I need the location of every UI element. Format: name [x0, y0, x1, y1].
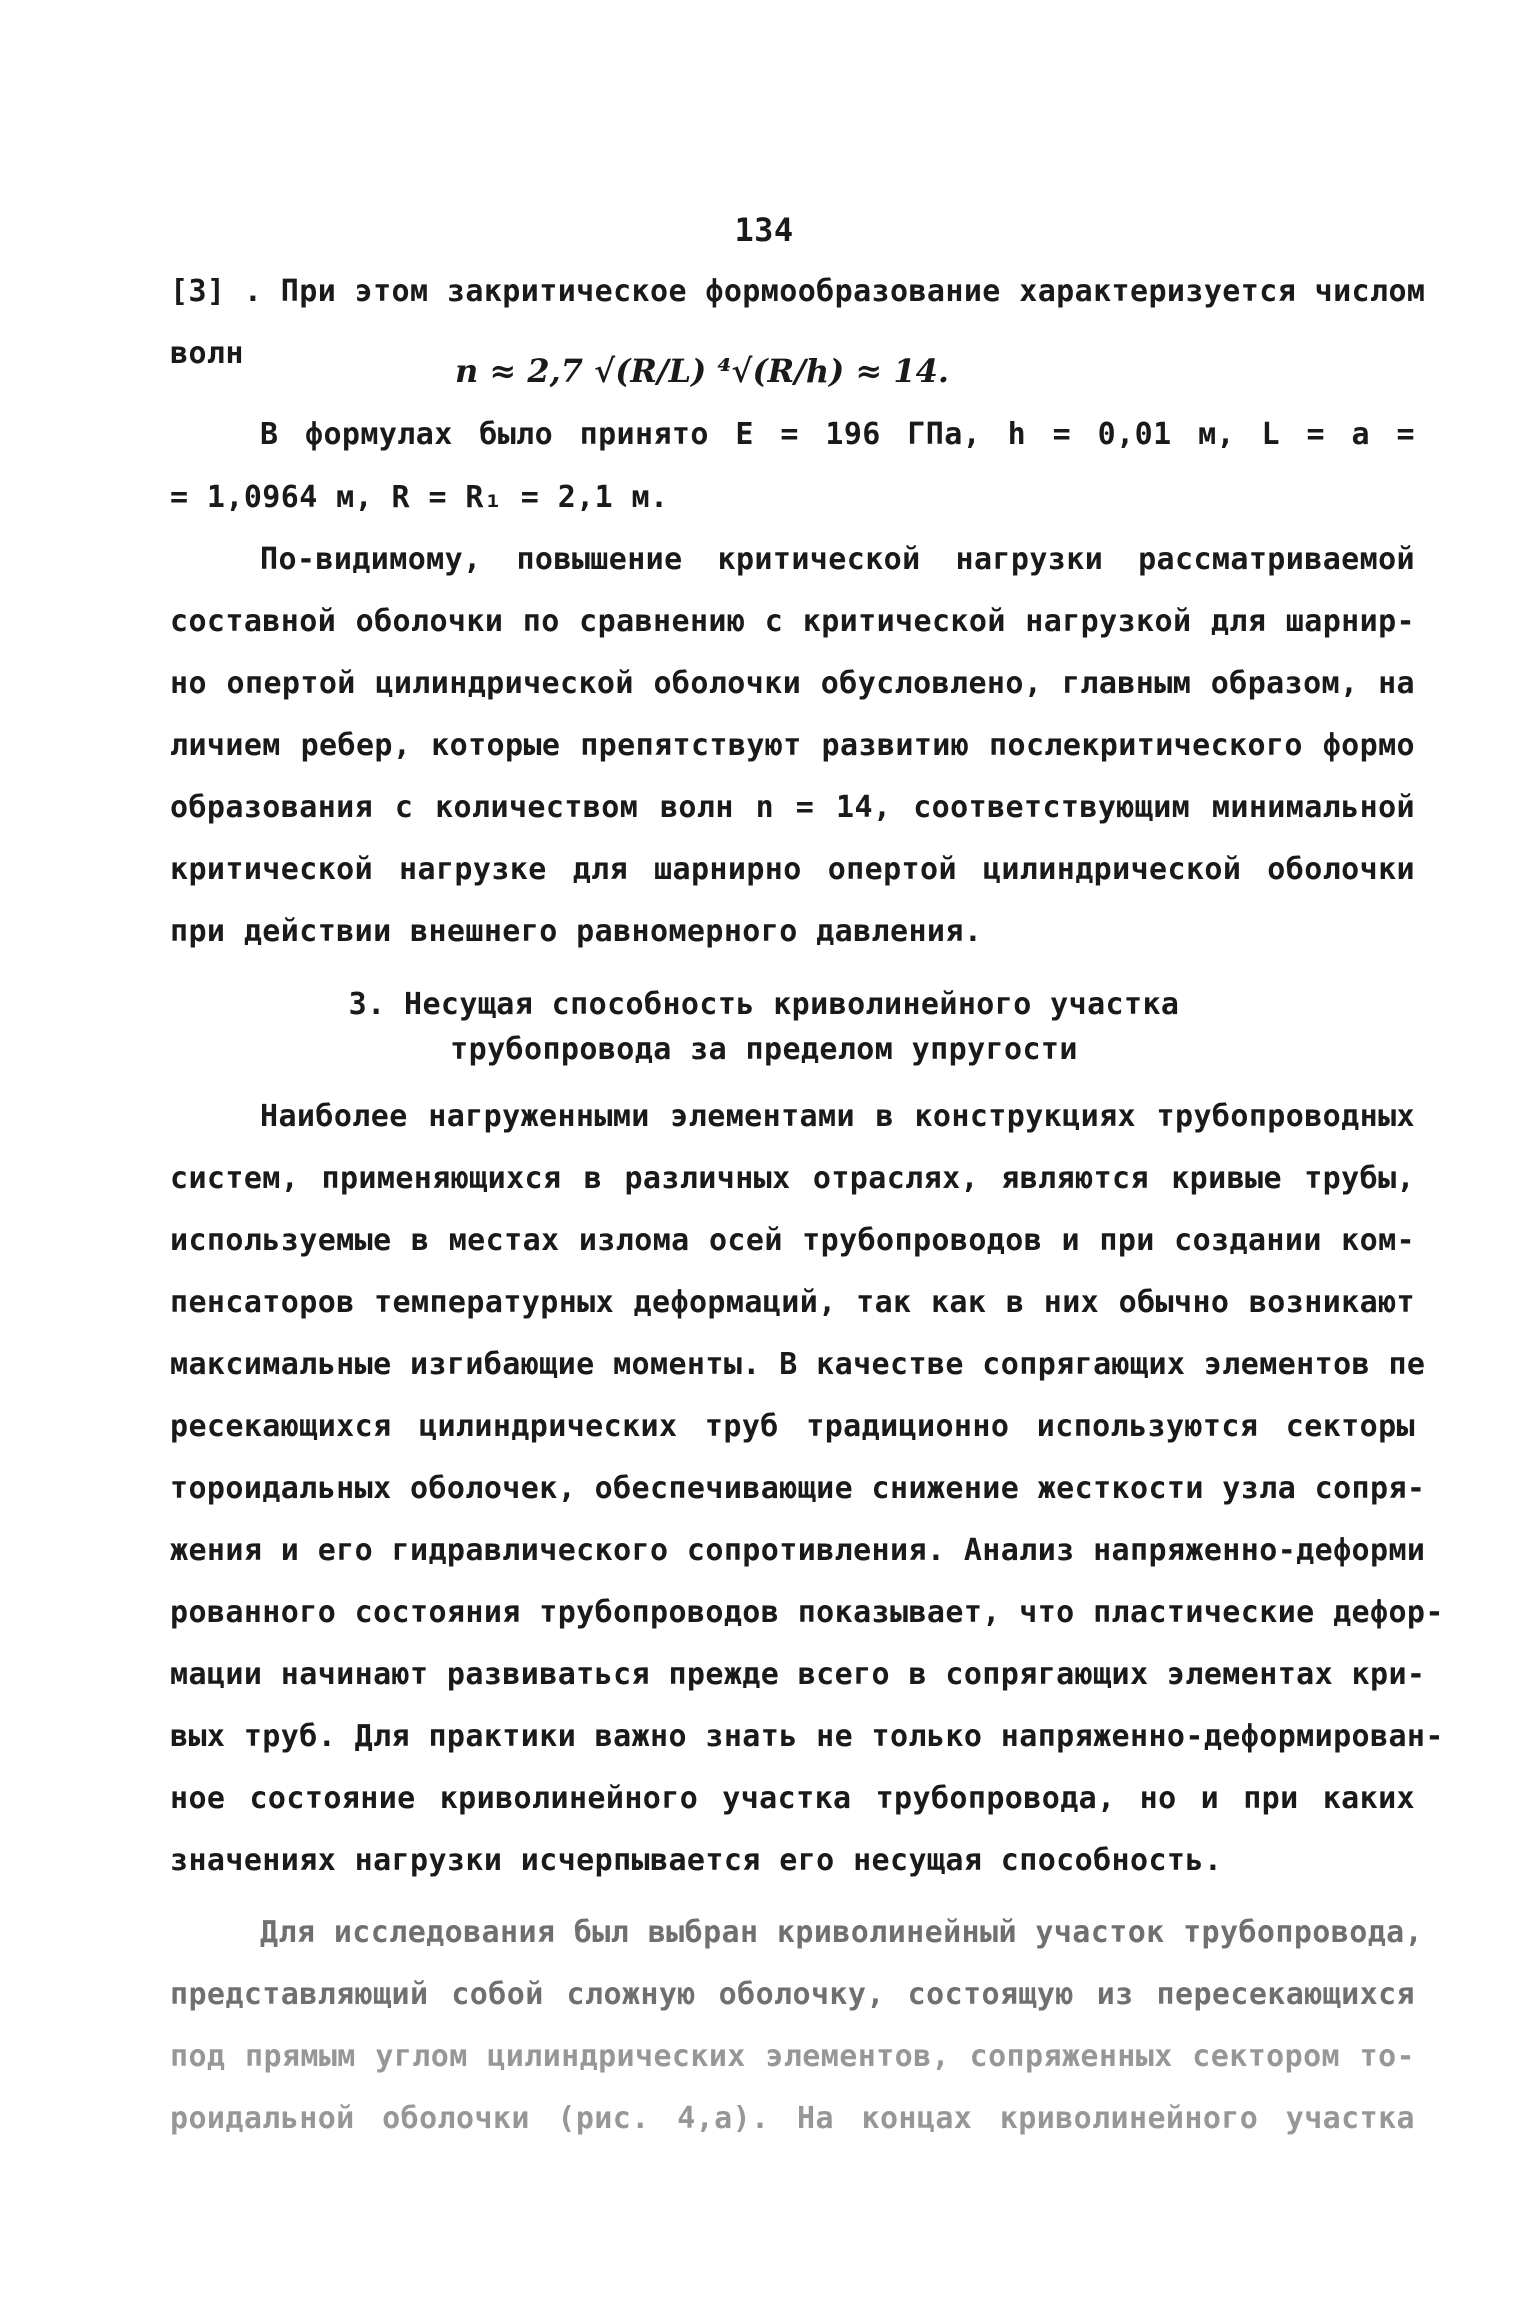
para2-line-5: максимальные изгибающие моменты. В качестве сопрягающих элементов пе [170, 1347, 1426, 1382]
para2-line-11: вых труб. Для практики важно знать не только напряженно-деформирован- [170, 1719, 1444, 1754]
page-number: 134 [734, 211, 794, 249]
para2-line-12: ное состояние криволинейного участка трубопровода, но и при каких [170, 1781, 1415, 1816]
para2-line-1: Наиболее нагруженными элементами в конструкциях трубопроводных [260, 1099, 1415, 1134]
para1-line-1: По-видимому, повышение критической нагрузки рассматриваемой [260, 542, 1415, 577]
para1-line-6: критической нагрузке для шарнирно опертой цилиндрической оболочки [170, 852, 1415, 887]
intro-line-3: В формулах было принято E = 196 ГПа, h = 0,01 м, L = a = [260, 417, 1415, 452]
para1-line-4: личием ребер, которые препятствуют развитию послекритического формо [170, 728, 1415, 763]
para2-line-6: ресекающихся цилиндрических труб традиционно используются секторы [170, 1409, 1415, 1444]
para2-line-8: жения и его гидравлического сопротивления. Анализ напряженно-деформи [170, 1533, 1426, 1568]
wave-number-formula: n ≈ 2,7 √(R/L) ⁴√(R/h) ≈ 14. [455, 352, 950, 390]
intro-line-1: [3] . При этом закритическое формообразование характеризуется числом [170, 274, 1426, 309]
para3-line-2: представляющий собой сложную оболочку, состоящую из пересекающихся [170, 1977, 1415, 2012]
section-title-line-1: 3. Несущая способность криволинейного участка [348, 987, 1180, 1022]
intro-line-4: = 1,0964 м, R = R₁ = 2,1 м. [170, 480, 669, 515]
para1-line-7: при действии внешнего равномерного давления. [170, 914, 983, 949]
para2-line-9: рованного состояния трубопроводов показывает, что пластические дефор- [170, 1595, 1444, 1630]
para3-line-3: под прямым углом цилиндрических элементов, сопряженных сектором то- [170, 2039, 1415, 2074]
para3-line-4: роидальной оболочки (рис. 4,а). На концах криволинейного участка [170, 2101, 1415, 2136]
section-title-line-2: трубопровода за пределом упругости [450, 1032, 1078, 1067]
para2-line-13: значениях нагрузки исчерпывается его несущая способность. [170, 1843, 1223, 1878]
para1-line-2: составной оболочки по сравнению с критической нагрузкой для шарнир- [170, 604, 1415, 639]
para2-line-4: пенсаторов температурных деформаций, так как в них обычно возникают [170, 1285, 1415, 1320]
para2-line-2: систем, применяющихся в различных отраслях, являются кривые трубы, [170, 1161, 1415, 1196]
para3-line-1: Для исследования был выбран криволинейный участок трубопровода, [260, 1915, 1424, 1950]
para1-line-3: но опертой цилиндрической оболочки обусловлено, главным образом, на [170, 666, 1415, 701]
intro-line-2: волн [170, 336, 244, 371]
para2-line-3: используемые в местах излома осей трубопроводов и при создании ком- [170, 1223, 1415, 1258]
para1-line-5: образования с количеством волн n = 14, соответствующим минимальной [170, 790, 1415, 825]
para2-line-7: тороидальных оболочек, обеспечивающие снижение жесткости узла сопря- [170, 1471, 1426, 1506]
para2-line-10: мации начинают развиваться прежде всего в сопрягающих элементах кри- [170, 1657, 1426, 1692]
